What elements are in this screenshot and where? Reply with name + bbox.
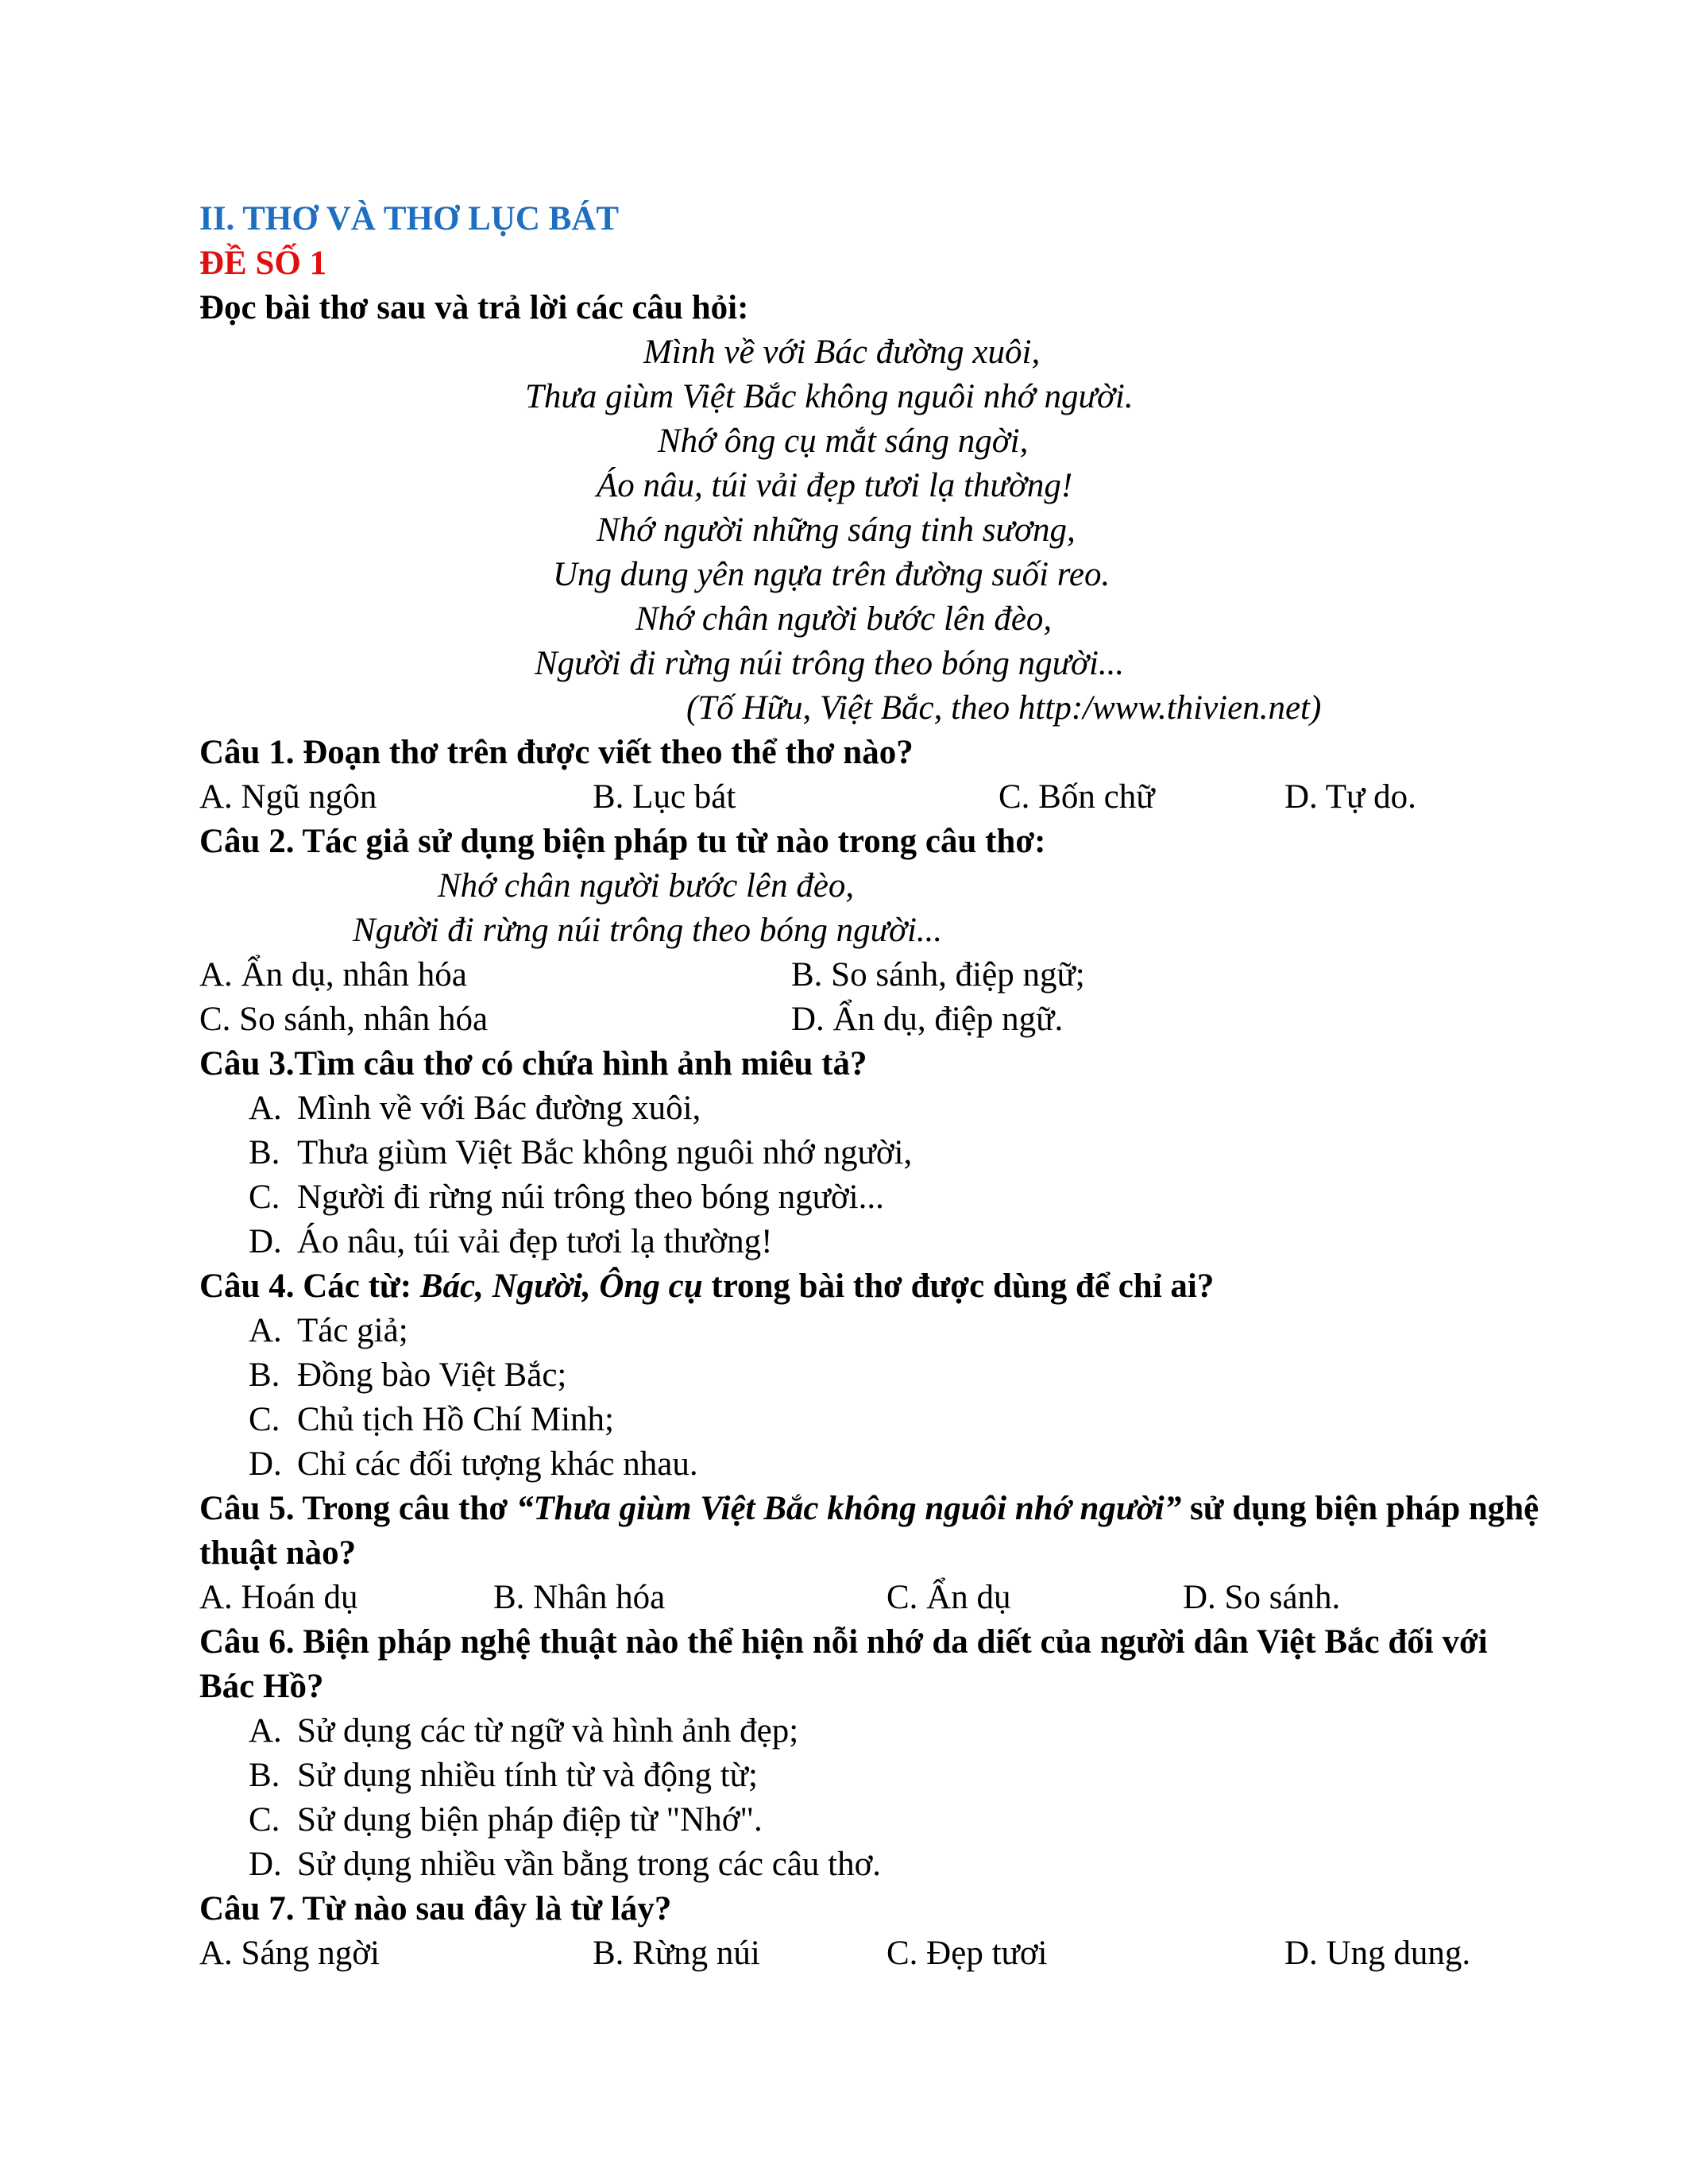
poem-line: Ung dung yên ngựa trên đường suối reo.: [553, 556, 1111, 593]
question-2-options-row-2: [199, 997, 1550, 1042]
option-d: [199, 1442, 1550, 1487]
question-emphasis: “Thưa giùm Việt Bắc không nguôi nhớ người”: [516, 1490, 1182, 1527]
option-c: C. Ẩn dụ: [886, 1579, 1011, 1616]
option-b: B. Nhân hóa: [493, 1579, 666, 1616]
question-2-options-row-1: [199, 953, 1550, 997]
option-text: Mình về với Bác đường xuôi,: [297, 1090, 701, 1127]
poem-line: Nhớ chân người bước lên đèo,: [635, 600, 1053, 638]
option-text: Sử dụng nhiều tính từ và động từ;: [297, 1757, 758, 1794]
option-text: Đồng bào Việt Bắc;: [297, 1356, 567, 1394]
option-label: C.: [249, 1801, 280, 1839]
poem: [199, 330, 1550, 731]
option-d: D. Ẩn dụ, điệp ngữ.: [791, 1001, 1064, 1038]
option-text: Thưa giùm Việt Bắc không nguôi nhớ người,: [297, 1134, 913, 1171]
poem-line: Thưa giùm Việt Bắc không nguôi nhớ người.: [525, 378, 1134, 415]
option-text: Chỉ các đối tượng khác nhau.: [297, 1445, 698, 1483]
question-5-options: [199, 1576, 1550, 1620]
question-text: sử dụng biện pháp nghệ thuật nào?: [199, 1490, 1539, 1572]
option-label: D.: [249, 1846, 282, 1883]
poem-line: Người đi rừng núi trông theo bóng người...: [535, 645, 1125, 682]
question-5: [199, 1487, 1550, 1576]
option-text: Người đi rừng núi trông theo bóng người...: [297, 1179, 884, 1216]
option-c: [199, 1398, 1550, 1442]
poem-line: Nhớ ông cụ mắt sáng ngời,: [658, 423, 1029, 460]
option-b: B. Lục bát: [593, 778, 736, 816]
option-c: C. Đẹp tươi: [886, 1935, 1048, 1972]
option-b: B. Rừng núi: [593, 1935, 760, 1972]
question-6: Câu 6. Biện pháp nghệ thuật nào thể hiện nỗi nhớ da diết của người dân Việt Bắc đối với Bác Hồ?: [199, 1623, 1488, 1705]
option-text: Áo nâu, túi vải đẹp tươi lạ thường!: [297, 1223, 773, 1260]
option-label: C.: [249, 1401, 280, 1438]
option-text: Sử dụng nhiều vần bằng trong các câu thơ.: [297, 1846, 882, 1883]
section-title: II. THƠ VÀ THƠ LỤC BÁT: [199, 200, 620, 237]
poem-line: Áo nâu, túi vải đẹp tươi lạ thường!: [597, 467, 1073, 504]
option-label: B.: [249, 1134, 280, 1171]
option-c: C. So sánh, nhân hóa: [199, 1001, 489, 1038]
option-d: D. So sánh.: [1183, 1579, 1341, 1616]
exam-title: ĐỀ SỐ 1: [199, 245, 327, 282]
option-c: C. Bốn chữ: [999, 778, 1155, 816]
option-label: B.: [249, 1757, 280, 1794]
quote-line: Người đi rừng núi trông theo bóng người...: [353, 912, 943, 949]
poem-line: Nhớ người những sáng tinh sương,: [597, 511, 1076, 549]
option-label: D.: [249, 1445, 282, 1483]
option-a: [199, 1309, 1550, 1353]
question-7: Câu 7. Từ nào sau đây là từ láy?: [199, 1890, 672, 1927]
option-a: A. Sáng ngời: [199, 1935, 380, 1972]
option-label: A.: [249, 1090, 282, 1127]
option-text: Sử dụng biện pháp điệp từ "Nhớ".: [297, 1801, 763, 1839]
question-text: trong bài thơ được dùng để chỉ ai?: [702, 1268, 1215, 1305]
poem-line: Mình về với Bác đường xuôi,: [643, 334, 1041, 371]
instruction: Đọc bài thơ sau và trả lời các câu hỏi:: [199, 289, 749, 326]
option-label: A.: [249, 1712, 282, 1750]
question-text: Câu 4. Các từ:: [199, 1268, 420, 1305]
option-label: B.: [249, 1356, 280, 1394]
option-d: D. Ung dung.: [1284, 1935, 1471, 1972]
option-text: Tác giả;: [297, 1312, 408, 1349]
option-text: Sử dụng các từ ngữ và hình ảnh đẹp;: [297, 1712, 799, 1750]
poem-source: (Tố Hữu, Việt Bắc, theo http:/www.thivien.net): [686, 689, 1322, 727]
question-7-options: [199, 1931, 1550, 1976]
option-d: D. Tự do.: [1284, 778, 1416, 816]
question-3: Câu 3.Tìm câu thơ có chứa hình ảnh miêu tả?: [199, 1045, 867, 1082]
option-a: [199, 1709, 1550, 1754]
option-b: [199, 1131, 1550, 1175]
option-a: A. Ngũ ngôn: [199, 778, 377, 816]
question-text: Câu 5. Trong câu thơ: [199, 1490, 516, 1527]
option-label: C.: [249, 1179, 280, 1216]
quote-line: Nhớ chân người bước lên đèo,: [438, 867, 855, 905]
option-c: [199, 1798, 1550, 1843]
option-b: [199, 1754, 1550, 1798]
option-d: [199, 1843, 1550, 1887]
option-a: A. Hoán dụ: [199, 1579, 358, 1616]
question-1: Câu 1. Đoạn thơ trên được viết theo thể thơ nào?: [199, 734, 914, 771]
option-b: [199, 1353, 1550, 1398]
option-b: B. So sánh, điệp ngữ;: [791, 956, 1085, 994]
option-a: A. Ẩn dụ, nhân hóa: [199, 956, 467, 994]
question-1-options: [199, 775, 1550, 820]
option-c: [199, 1175, 1550, 1220]
option-d: [199, 1220, 1550, 1264]
option-text: Chủ tịch Hồ Chí Minh;: [297, 1401, 614, 1438]
question-2: Câu 2. Tác giả sử dụng biện pháp tu từ nào trong câu thơ:: [199, 823, 1046, 860]
option-a: [199, 1086, 1550, 1131]
question-emphasis: Bác, Người, Ông cụ: [419, 1268, 703, 1305]
question-4: [199, 1264, 1550, 1309]
option-label: D.: [249, 1223, 282, 1260]
document-page: [199, 197, 1550, 1976]
option-label: A.: [249, 1312, 282, 1349]
